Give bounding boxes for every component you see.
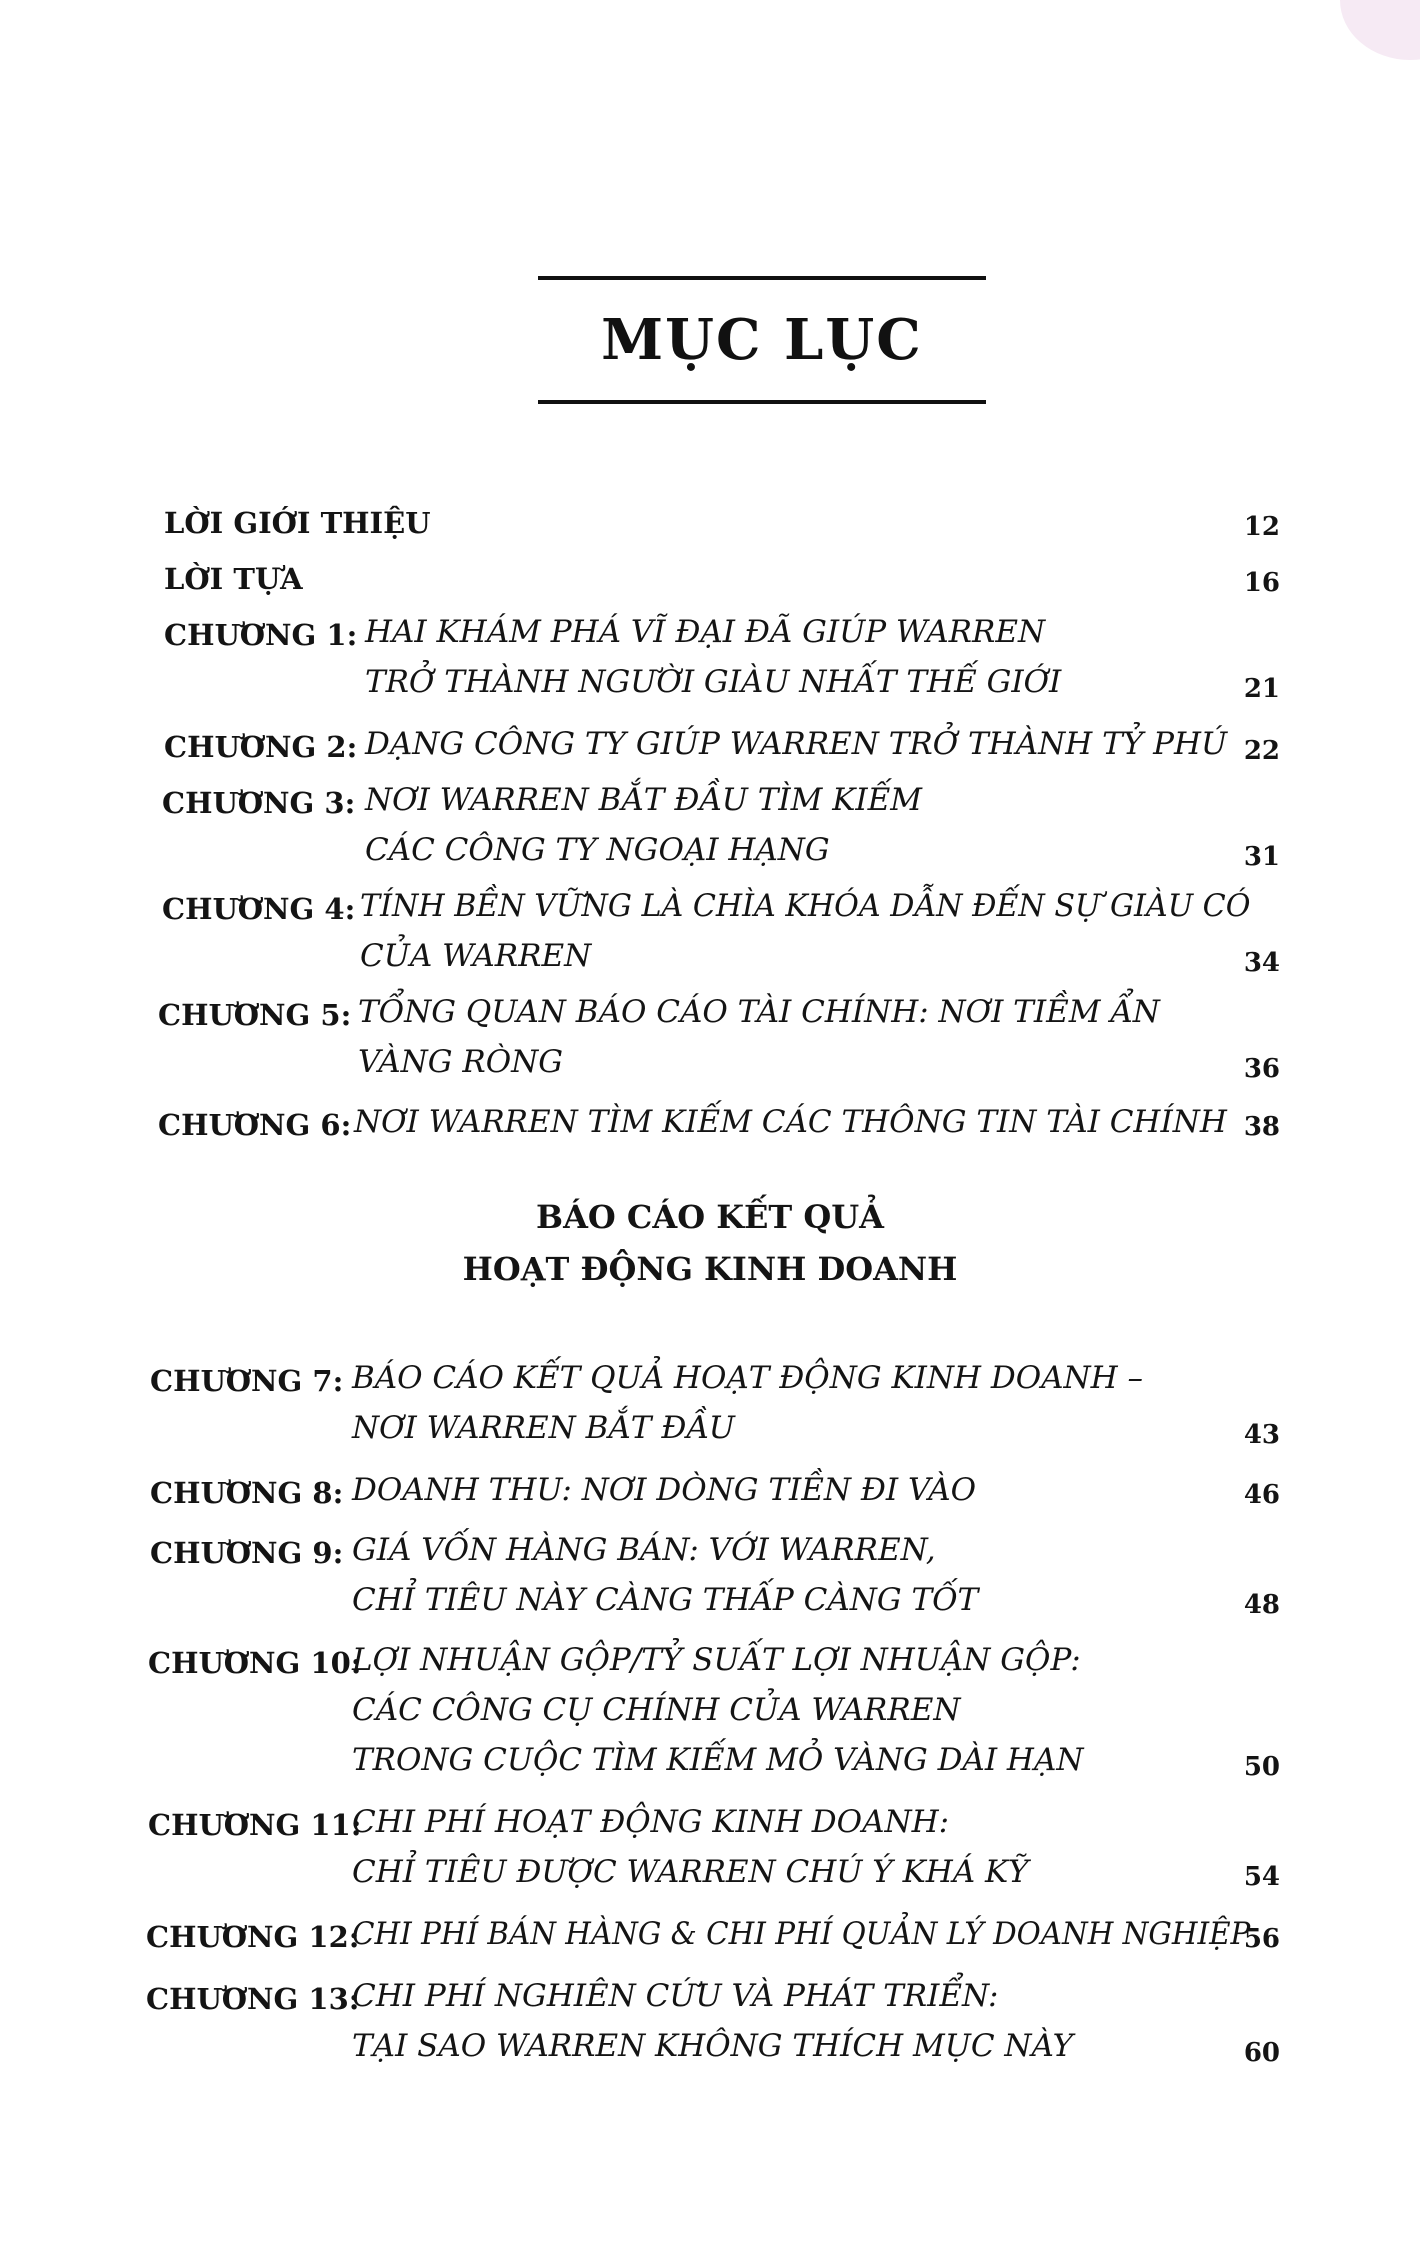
- chapter-label: CHƯƠNG 9:: [150, 1536, 344, 1570]
- chapter-title-line: NƠI WARREN BẮT ĐẦU: [352, 1410, 735, 1446]
- chapter-title-line: BÁO CÁO KẾT QUẢ HOẠT ĐỘNG KINH DOANH –: [352, 1360, 1144, 1396]
- chapter-title-line: NƠI WARREN TÌM KIẾM CÁC THÔNG TIN TÀI CHÍNH: [354, 1104, 1227, 1140]
- page-title: MỤC LỤC: [601, 307, 923, 373]
- page-corner-mark: [1340, 0, 1420, 60]
- chapter-label: CHƯƠNG 8:: [150, 1476, 344, 1510]
- chapter-title-line: VÀNG RÒNG: [358, 1044, 564, 1080]
- chapter-title-line: CÁC CÔNG CỤ CHÍNH CỦA WARREN: [352, 1692, 961, 1728]
- section-heading-line-1: BÁO CÁO KẾT QUẢ: [536, 1198, 884, 1236]
- chapter-label: CHƯƠNG 1:: [164, 618, 358, 652]
- chapter-title-line: CỦA WARREN: [360, 938, 592, 974]
- chapter-label: CHƯƠNG 5:: [158, 998, 352, 1032]
- chapter-label: CHƯƠNG 4:: [162, 892, 356, 926]
- entry-page: 16: [1243, 568, 1280, 598]
- entry-page: 31: [1243, 842, 1280, 872]
- entry-page: 54: [1243, 1862, 1280, 1892]
- chapter-title-line: LỢI NHUẬN GỘP/TỶ SUẤT LỢI NHUẬN GỘP:: [352, 1642, 1081, 1678]
- entry-page: 50: [1243, 1752, 1280, 1782]
- entry-page: 22: [1243, 736, 1280, 766]
- chapter-title-line: CHI PHÍ BÁN HÀNG & CHI PHÍ QUẢN LÝ DOANH NGHIỆP: [352, 1916, 1251, 1952]
- chapter-label: CHƯƠNG 10:: [148, 1646, 362, 1680]
- entry-page: 46: [1243, 1480, 1280, 1510]
- chapter-title-line: TÍNH BỀN VỮNG LÀ CHÌA KHÓA DẪN ĐẾN SỰ GIÀU CÓ: [360, 888, 1251, 924]
- chapter-label: CHƯƠNG 12:: [146, 1920, 360, 1954]
- chapter-title-line: TRỞ THÀNH NGƯỜI GIÀU NHẤT THẾ GIỚI: [365, 664, 1062, 700]
- entry-page: 34: [1243, 948, 1280, 978]
- chapter-label: CHƯƠNG 13:: [146, 1982, 360, 2016]
- entry-page: 36: [1243, 1054, 1280, 1084]
- chapter-title-line: CHỈ TIÊU ĐƯỢC WARREN CHÚ Ý KHÁ KỸ: [352, 1854, 1029, 1890]
- chapter-title-line: HAI KHÁM PHÁ VĨ ĐẠI ĐÃ GIÚP WARREN: [365, 614, 1046, 650]
- section-heading-line-2: HOẠT ĐỘNG KINH DOANH: [462, 1250, 958, 1288]
- chapter-label: CHƯƠNG 6:: [158, 1108, 352, 1142]
- entry-page: 38: [1243, 1112, 1280, 1142]
- chapter-title-line: CÁC CÔNG TY NGOẠI HẠNG: [365, 832, 830, 868]
- entry-page: 12: [1243, 512, 1280, 542]
- chapter-title-line: DẠNG CÔNG TY GIÚP WARREN TRỞ THÀNH TỶ PHÚ: [365, 726, 1228, 762]
- entry-label: LỜI TỰA: [164, 562, 303, 596]
- chapter-label: CHƯƠNG 7:: [150, 1364, 344, 1398]
- chapter-label: CHƯƠNG 11:: [148, 1808, 362, 1842]
- entry-page: 60: [1243, 2038, 1280, 2068]
- chapter-title-line: TẠI SAO WARREN KHÔNG THÍCH MỤC NÀY: [352, 2028, 1074, 2064]
- chapter-title-line: GIÁ VỐN HÀNG BÁN: VỚI WARREN,: [352, 1532, 936, 1568]
- chapter-label: CHƯƠNG 3:: [162, 786, 356, 820]
- chapter-title-line: CHỈ TIÊU NÀY CÀNG THẤP CÀNG TỐT: [352, 1582, 979, 1618]
- entry-label: LỜI GIỚI THIỆU: [164, 506, 431, 540]
- title-frame: [538, 276, 986, 404]
- chapter-label: CHƯƠNG 2:: [164, 730, 358, 764]
- chapter-title-line: DOANH THU: NƠI DÒNG TIỀN ĐI VÀO: [352, 1472, 977, 1508]
- chapter-title-line: CHI PHÍ NGHIÊN CỨU VÀ PHÁT TRIỂN:: [352, 1978, 999, 2014]
- chapter-title-line: CHI PHÍ HOẠT ĐỘNG KINH DOANH:: [352, 1804, 950, 1840]
- entry-page: 43: [1243, 1420, 1280, 1450]
- entry-page: 56: [1243, 1924, 1280, 1954]
- entry-page: 48: [1243, 1590, 1280, 1620]
- entry-page: 21: [1243, 674, 1280, 704]
- chapter-title-line: NƠI WARREN BẮT ĐẦU TÌM KIẾM: [365, 782, 923, 818]
- chapter-title-line: TRONG CUỘC TÌM KIẾM MỎ VÀNG DÀI HẠN: [352, 1742, 1084, 1778]
- chapter-title-line: TỔNG QUAN BÁO CÁO TÀI CHÍNH: NƠI TIỀM ẨN: [358, 994, 1160, 1030]
